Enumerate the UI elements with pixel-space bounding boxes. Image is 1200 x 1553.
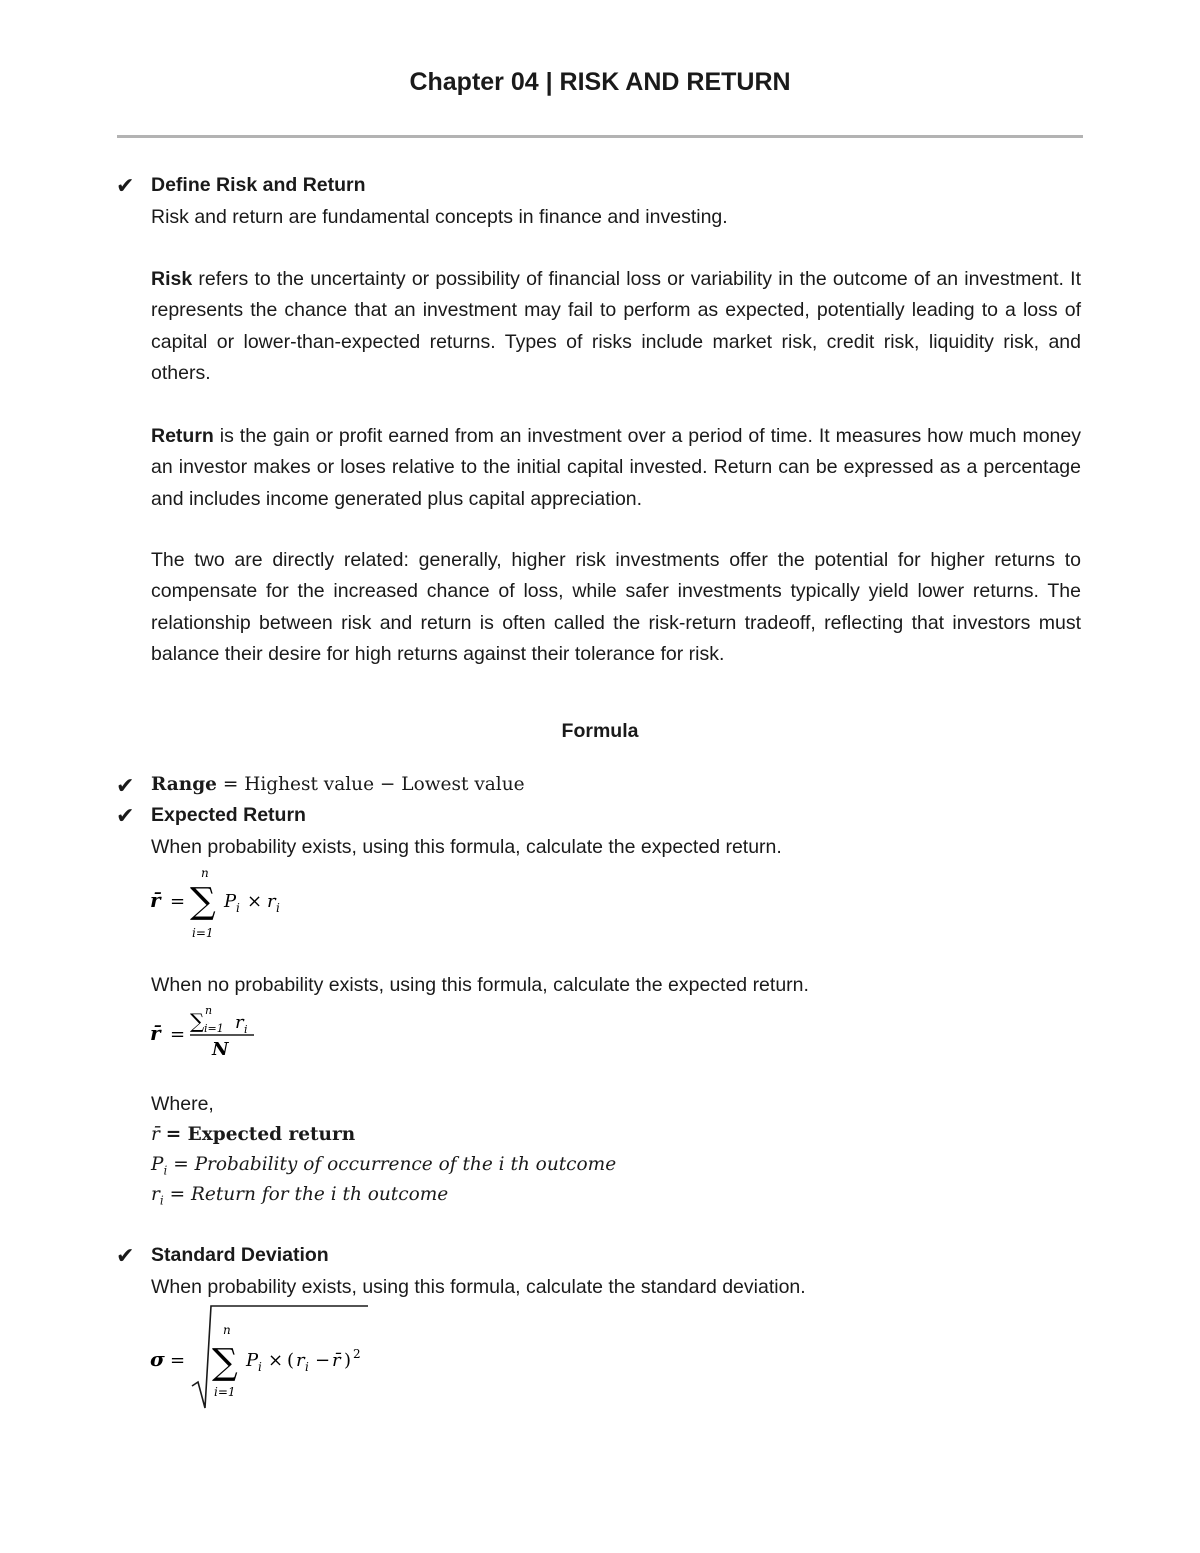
range-formula — [151, 774, 525, 795]
summation-symbol: ∑ — [212, 1342, 238, 1383]
risk-paragraph — [151, 264, 1081, 389]
r-symbol: r — [235, 1012, 244, 1033]
intro-paragraph: Risk and return are fundamental concepts in finance and investing. — [151, 206, 728, 228]
title-divider — [117, 135, 1083, 138]
p-symbol: P — [151, 1154, 164, 1175]
check-icon: ✔ — [116, 803, 135, 828]
p-subscript: i — [236, 901, 240, 915]
risk-text: refers to the uncertainty or possibility of financial loss or variability in the outcome of an investment. It represents the chance that an investment may fail to perform as expected, potentially leading to a loss of capital or lower-than-expected returns. Types of risks include market risk, credit risk, liquidity risk, and others. — [151, 268, 1081, 384]
r-subscript: i — [305, 1360, 309, 1374]
left-paren: ( — [287, 1350, 295, 1371]
check-icon: ✔ — [116, 173, 135, 198]
times-sign: × — [268, 1350, 284, 1371]
n-denominator: N — [212, 1039, 229, 1060]
check-icon: ✔ — [116, 773, 135, 798]
r-subscript: i — [244, 1023, 248, 1036]
summation-symbol: ∑ — [190, 1009, 205, 1033]
definition-p — [151, 1154, 616, 1178]
upper-limit: n — [205, 1004, 213, 1017]
r-symbol: r — [267, 891, 276, 912]
std-dev-prob-text: When probability exists, using this formula, calculate the standard deviation. — [151, 1276, 806, 1298]
times-sign: × — [247, 891, 263, 912]
relation-paragraph: The two are directly related: generally, higher risk investments offer the potential for higher returns to compensate for the increased chance of loss, while safer investments typically yield lower returns. The relationship between risk and return is often called the risk-return tradeoff, reflecting that investors must balance their desire for high returns against their tolerance for risk. — [151, 549, 1081, 665]
definition-ri — [151, 1184, 448, 1208]
p-symbol: P — [246, 1350, 259, 1371]
section-heading-define: Define Risk and Return — [151, 174, 366, 196]
formula-heading: Formula — [561, 720, 639, 742]
p-subscript: i — [258, 1360, 262, 1374]
r-symbol: r — [151, 1184, 160, 1205]
sigma-symbol: σ — [150, 1347, 165, 1371]
where-label: Where, — [151, 1093, 214, 1115]
risk-term: Risk — [151, 268, 193, 290]
p-symbol: P — [224, 891, 237, 912]
rbar-symbol: r̄ — [150, 1021, 161, 1045]
right-paren: ) — [344, 1350, 352, 1371]
range-equation: = Highest value − Lowest value — [216, 774, 525, 795]
section-heading-expected-return: Expected Return — [151, 804, 306, 826]
equals-sign: = — [170, 891, 186, 912]
lower-limit: i=1 — [192, 926, 214, 940]
rbar-symbol: r̄ — [332, 1350, 341, 1371]
lower-limit: i=1 — [204, 1022, 224, 1035]
return-paragraph — [151, 421, 1081, 515]
return-text: is the gain or profit earned from an investment over a period of time. It measures how much money an investor makes or loses relative to the initial capital invested. Return can be expressed as a percentage and includes income generated plus capital appreciation. — [151, 425, 1081, 510]
equals-sign: = — [170, 1024, 186, 1045]
page-title: Chapter 04 | RISK AND RETURN — [409, 68, 791, 96]
definition-ri-text: = Return for the i th outcome — [169, 1184, 449, 1205]
expected-return-formula-prob — [148, 865, 308, 943]
return-term: Return — [151, 425, 214, 447]
expected-return-formula-noprob — [148, 1002, 278, 1062]
section-heading-standard-deviation: Standard Deviation — [151, 1244, 329, 1266]
expected-return-noprob-text: When no probability exists, using this formula, calculate the expected return. — [151, 974, 809, 996]
check-icon: ✔ — [116, 1243, 135, 1268]
definition-p-text: = Probability of occurrence of the i th outcome — [173, 1154, 617, 1175]
std-dev-formula — [148, 1302, 388, 1414]
r-symbol: r — [296, 1350, 305, 1371]
r-subscript: i — [276, 901, 280, 915]
minus-sign: − — [315, 1350, 331, 1371]
summation-symbol: ∑ — [190, 881, 216, 922]
rbar-symbol: r̄ — [150, 888, 161, 912]
upper-limit: n — [201, 866, 209, 880]
lower-limit: i=1 — [214, 1385, 236, 1399]
p-subscript: i — [163, 1163, 168, 1178]
expected-return-prob-text: When probability exists, using this formula, calculate the expected return. — [151, 836, 782, 858]
range-term: Range — [151, 774, 217, 795]
r-subscript: i — [159, 1193, 164, 1208]
equals-sign: = — [170, 1350, 186, 1371]
upper-limit: n — [223, 1323, 231, 1337]
definition-rbar-text: = Expected return — [165, 1124, 356, 1145]
rbar-symbol: r̄ — [151, 1124, 160, 1145]
exponent-two: 2 — [353, 1347, 361, 1361]
definition-rbar — [151, 1124, 355, 1145]
